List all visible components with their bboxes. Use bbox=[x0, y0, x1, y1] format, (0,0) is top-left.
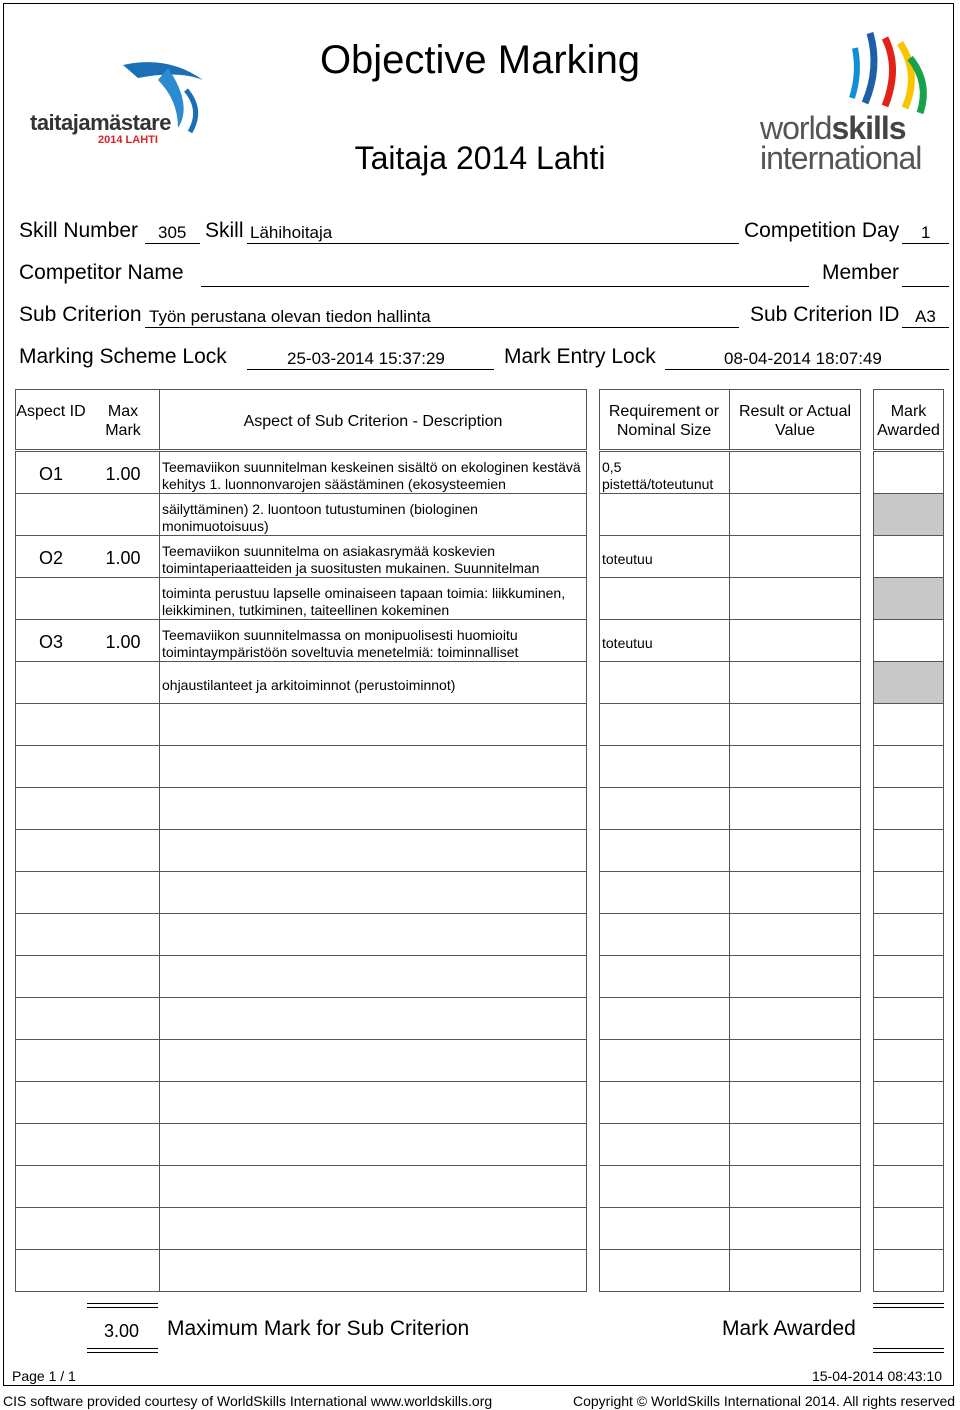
cell-id-max bbox=[15, 577, 160, 620]
cell-requirement bbox=[599, 703, 730, 746]
competition-day-label: Competition Day bbox=[744, 219, 900, 242]
col-requirement: Requirement or Nominal Size bbox=[608, 403, 720, 439]
cell-awarded bbox=[873, 1081, 944, 1124]
cell-description bbox=[159, 787, 587, 830]
aspect-description: Teemaviikon suunnitelmassa on monipuolisesti huomioitu toimintaympäristöön soveltuvia menetelmiä: toiminnalliset bbox=[162, 627, 519, 660]
aspect-id: O3 bbox=[38, 632, 63, 652]
cell-awarded-disabled bbox=[873, 577, 944, 620]
cell-result bbox=[729, 703, 861, 746]
cell-result bbox=[729, 451, 861, 494]
col-result: Result or Actual Value bbox=[738, 403, 852, 439]
cell-result bbox=[729, 745, 861, 788]
page-title: Objective Marking bbox=[319, 38, 641, 82]
page-number: Page 1 / 1 bbox=[12, 1368, 76, 1384]
worldskills-logo-skills: skills bbox=[831, 110, 906, 146]
sub-criterion-id-value: A3 bbox=[915, 307, 936, 326]
awarded-line-bottom-2 bbox=[873, 1352, 944, 1353]
cell-awarded bbox=[873, 1165, 944, 1208]
skill-value: Lähihoitaja bbox=[250, 223, 333, 242]
cell-id-max bbox=[15, 703, 160, 746]
cell-description bbox=[159, 1165, 587, 1208]
aspect-description-cont: ohjaustilanteet ja arkitoiminnot (perustoiminnot) bbox=[162, 677, 456, 693]
max-mark: 1.00 bbox=[105, 632, 141, 652]
aspect-id: O2 bbox=[38, 548, 63, 568]
cell-description bbox=[159, 829, 587, 872]
competition-day-value: 1 bbox=[921, 223, 931, 242]
cell-id-max bbox=[15, 829, 160, 872]
mark-entry-lock-label: Mark Entry Lock bbox=[504, 345, 656, 368]
cell-id-max bbox=[15, 1207, 160, 1250]
cell-id-max bbox=[15, 871, 160, 914]
cell-requirement bbox=[599, 829, 730, 872]
cell-description bbox=[159, 955, 587, 998]
worldskills-logo-world: world bbox=[760, 110, 832, 146]
cell-id-max bbox=[15, 955, 160, 998]
cell-requirement bbox=[599, 1081, 730, 1124]
competition-day-line bbox=[902, 243, 949, 244]
cell-awarded-disabled bbox=[873, 493, 944, 536]
cell-requirement bbox=[599, 871, 730, 914]
cell-requirement bbox=[599, 745, 730, 788]
cell-awarded bbox=[873, 787, 944, 830]
cell-result bbox=[729, 493, 861, 536]
cell-requirement bbox=[599, 787, 730, 830]
cell-result bbox=[729, 535, 861, 578]
aspect-id: O1 bbox=[38, 464, 63, 484]
sub-criterion-id-label: Sub Criterion ID bbox=[750, 303, 900, 326]
cell-result bbox=[729, 1081, 861, 1124]
skill-label: Skill bbox=[205, 219, 244, 242]
cell-result bbox=[729, 1165, 861, 1208]
total-line-top bbox=[87, 1303, 158, 1304]
cell-awarded bbox=[873, 619, 944, 662]
cell-id-max bbox=[15, 661, 160, 704]
mark-entry-lock-value: 08-04-2014 18:07:49 bbox=[724, 349, 882, 368]
mark-entry-lock-line bbox=[665, 369, 949, 370]
cell-result bbox=[729, 829, 861, 872]
requirement: toteutuu bbox=[602, 635, 653, 651]
awarded-line-bottom bbox=[873, 1348, 944, 1349]
cell-id-max bbox=[15, 1123, 160, 1166]
cell-result bbox=[729, 787, 861, 830]
requirement: 0,5 pistettä/toteutunut bbox=[602, 459, 714, 492]
taitaja-logo-text: taitajamästare bbox=[30, 110, 171, 135]
cell-requirement bbox=[599, 1249, 730, 1292]
total-line-bottom bbox=[87, 1348, 158, 1349]
cell-awarded bbox=[873, 451, 944, 494]
col-max-mark: Max Mark bbox=[105, 403, 141, 439]
taitaja-logo-sub: 2014 LAHTI bbox=[98, 134, 158, 146]
aspect-description: Teemaviikon suunnitelman keskeinen sisältö on ekologinen kestävä kehitys 1. luonnonvarojen säästäminen (ekosysteemien bbox=[162, 459, 581, 492]
cell-awarded bbox=[873, 1249, 944, 1292]
competitor-name-line bbox=[201, 286, 809, 287]
software-credit: CIS software provided courtesy of WorldSkills International www.worldskills.org bbox=[3, 1393, 493, 1409]
requirement: toteutuu bbox=[602, 551, 653, 567]
cell-awarded bbox=[873, 745, 944, 788]
cell-awarded bbox=[873, 955, 944, 998]
cell-result bbox=[729, 1039, 861, 1082]
competitor-name-label: Competitor Name bbox=[19, 261, 184, 284]
max-mark: 1.00 bbox=[105, 464, 141, 484]
page-subtitle: Taitaja 2014 Lahti bbox=[354, 140, 606, 176]
aspect-description-cont: säilyttäminen) 2. luontoon tutustuminen (biologinen monimuotoisuus) bbox=[162, 501, 478, 534]
cell-id-max bbox=[15, 1039, 160, 1082]
col-aspect-id: Aspect ID bbox=[16, 403, 86, 420]
cell-awarded bbox=[873, 1039, 944, 1082]
cell-awarded bbox=[873, 1123, 944, 1166]
cell-requirement bbox=[599, 493, 730, 536]
cell-requirement bbox=[599, 1123, 730, 1166]
cell-id-max bbox=[15, 997, 160, 1040]
max-mark-total: 3.00 bbox=[104, 1321, 140, 1341]
cell-id-max bbox=[15, 913, 160, 956]
cell-result bbox=[729, 1249, 861, 1292]
cell-id-max bbox=[15, 1165, 160, 1208]
cell-result bbox=[729, 661, 861, 704]
skill-number-label: Skill Number bbox=[19, 219, 139, 242]
copyright: Copyright © WorldSkills International 2014. All rights reserved bbox=[573, 1393, 956, 1409]
cell-requirement bbox=[599, 1207, 730, 1250]
cell-awarded-disabled bbox=[873, 661, 944, 704]
cell-requirement bbox=[599, 955, 730, 998]
cell-description bbox=[159, 1249, 587, 1292]
cell-requirement bbox=[599, 661, 730, 704]
cell-description bbox=[159, 871, 587, 914]
cell-awarded bbox=[873, 535, 944, 578]
cell-id-max bbox=[15, 1081, 160, 1124]
cell-description bbox=[159, 1123, 587, 1166]
mark-awarded-total-label: Mark Awarded bbox=[722, 1317, 856, 1340]
cell-requirement bbox=[599, 913, 730, 956]
print-timestamp: 15-04-2014 08:43:10 bbox=[812, 1368, 942, 1384]
cell-result bbox=[729, 1123, 861, 1166]
cell-awarded bbox=[873, 829, 944, 872]
max-mark-total-label: Maximum Mark for Sub Criterion bbox=[167, 1317, 470, 1340]
cell-description bbox=[159, 913, 587, 956]
cell-requirement bbox=[599, 1039, 730, 1082]
cell-result bbox=[729, 913, 861, 956]
cell-result bbox=[729, 997, 861, 1040]
sub-criterion-line bbox=[145, 327, 739, 328]
cell-id-max bbox=[15, 745, 160, 788]
skill-line bbox=[247, 243, 739, 244]
col-awarded: Mark Awarded bbox=[877, 403, 940, 439]
skill-number-value: 305 bbox=[158, 223, 187, 242]
marking-scheme-lock-line bbox=[247, 369, 494, 370]
cell-result bbox=[729, 1207, 861, 1250]
cell-description bbox=[159, 997, 587, 1040]
sub-criterion-label: Sub Criterion bbox=[19, 303, 142, 326]
aspect-description: Teemaviikon suunnitelma on asiakasrymää koskevien toimintaperiaatteiden ja suositusten mukainen. Suunnitelman bbox=[162, 543, 540, 576]
cell-awarded bbox=[873, 913, 944, 956]
member-label: Member bbox=[822, 261, 900, 284]
cell-description bbox=[159, 1207, 587, 1250]
cell-requirement bbox=[599, 577, 730, 620]
cell-awarded bbox=[873, 1207, 944, 1250]
cell-description bbox=[159, 1081, 587, 1124]
total-line-top-2 bbox=[87, 1307, 158, 1308]
member-line bbox=[902, 286, 949, 287]
awarded-line-top-2 bbox=[873, 1307, 944, 1308]
aspect-description-cont: toiminta perustuu lapselle ominaiseen tapaan toimia: liikkuminen, leikkiminen, tutkiminen, taiteellinen kokeminen bbox=[162, 585, 566, 618]
cell-result bbox=[729, 577, 861, 620]
cell-awarded bbox=[873, 997, 944, 1040]
cell-description bbox=[159, 703, 587, 746]
worldskills-logo-international: international bbox=[760, 140, 922, 176]
cell-id-max bbox=[15, 787, 160, 830]
cell-id-max bbox=[15, 1249, 160, 1292]
cell-description bbox=[159, 745, 587, 788]
sub-criterion-value: Työn perustana olevan tiedon hallinta bbox=[149, 307, 431, 326]
cell-result bbox=[729, 955, 861, 998]
awarded-line-top bbox=[873, 1303, 944, 1304]
max-mark: 1.00 bbox=[105, 548, 141, 568]
col-description: Aspect of Sub Criterion - Description bbox=[243, 413, 503, 430]
cell-requirement bbox=[599, 997, 730, 1040]
header-divider bbox=[729, 389, 730, 450]
cell-description bbox=[159, 1039, 587, 1082]
sub-criterion-id-line bbox=[902, 327, 949, 328]
cell-requirement bbox=[599, 1165, 730, 1208]
skill-number-line bbox=[145, 243, 200, 244]
cell-result bbox=[729, 871, 861, 914]
cell-id-max bbox=[15, 493, 160, 536]
cell-awarded bbox=[873, 703, 944, 746]
total-line-bottom-2 bbox=[87, 1352, 158, 1353]
marking-scheme-lock-label: Marking Scheme Lock bbox=[19, 345, 227, 368]
cell-awarded bbox=[873, 871, 944, 914]
cell-result bbox=[729, 619, 861, 662]
marking-scheme-lock-value: 25-03-2014 15:37:29 bbox=[287, 349, 445, 368]
